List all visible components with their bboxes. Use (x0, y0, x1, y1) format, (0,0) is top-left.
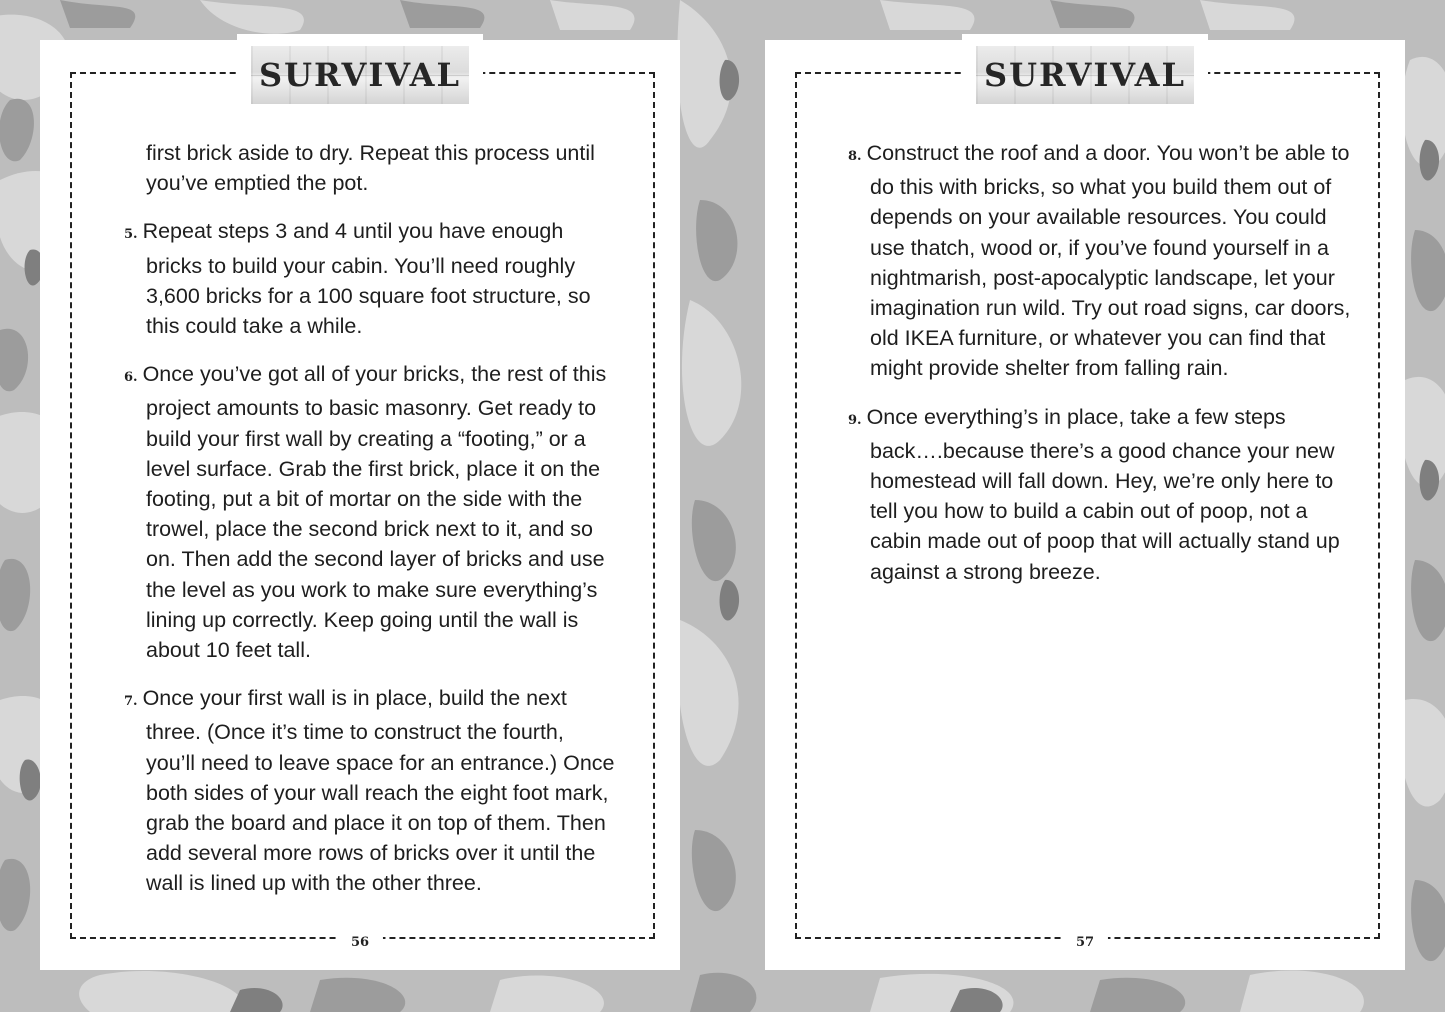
step-number: 7. (124, 694, 138, 710)
step-number: 5. (124, 227, 138, 243)
right-page (765, 40, 1405, 970)
step-text: Once your first wall is in place, build the next three. (Once it’s time to construct the fourth, you’ll need to leave space for an entrance.) Once both sides of your wall reach the eight foot mark, grab the board and place it on top of them. Then add several more rows of bricks over it until the wall is lined up with the other three. (142, 686, 615, 896)
header-plank (974, 46, 1196, 104)
header-plank (249, 46, 471, 104)
step-5 (118, 216, 618, 341)
step-6 (118, 359, 618, 665)
header-title: SURVIVAL (984, 56, 1186, 94)
step-text: Once you’ve got all of your bricks, the rest of this project amounts to basic masonry. Get ready to build your first wall by creating a “footing,” or a level surface. Grab the first brick, place it on the footing, put a bit of mortar on the side with the trowel, place the second brick next to it, and so on. Then add the second layer of bricks and use the level as you work to make sure everything’s lining up correctly. Keep going until the wall is about 10 feet tall. (142, 362, 607, 663)
step-text: Once everything’s in place, take a few steps back….because there’s a good chance your new homestead will fall down. Hey, we’re only here to tell you how to build a cabin out of poop, not a cabin made out of poop that will actually stand up against a strong breeze. (866, 404, 1340, 584)
page-number: 56 (337, 935, 383, 950)
page-number: 57 (1062, 935, 1108, 950)
step-number: 8. (848, 149, 862, 164)
step-9 (842, 402, 1362, 587)
step-text: Construct the roof and a door. You won’t be able to do this with bricks, so what you build them out of depends on your available resources. You could use thatch, wood or, if you’ve found yourself in a nightmarish, post-apocalyptic landscape, let your imagination run wild. Try out road signs, car doors, old IKEA furniture, or whatever you can find that might provide shelter from falling rain. (866, 141, 1351, 381)
step-text: Repeat steps 3 and 4 until you have enough bricks to build your cabin. You’ll need roughly 3,600 bricks for a 100 square foot structure, so this could take a while. (142, 219, 591, 339)
step-8 (842, 138, 1362, 384)
page-body (118, 138, 618, 917)
page-body (842, 138, 1362, 605)
header-title: SURVIVAL (259, 56, 461, 94)
step-number: 6. (124, 370, 138, 386)
continuation-paragraph: first brick aside to dry. Repeat this process until you’ve emptied the pot. (146, 141, 595, 196)
step-7 (118, 683, 618, 898)
left-page (40, 40, 680, 970)
step-number: 9. (848, 412, 862, 428)
